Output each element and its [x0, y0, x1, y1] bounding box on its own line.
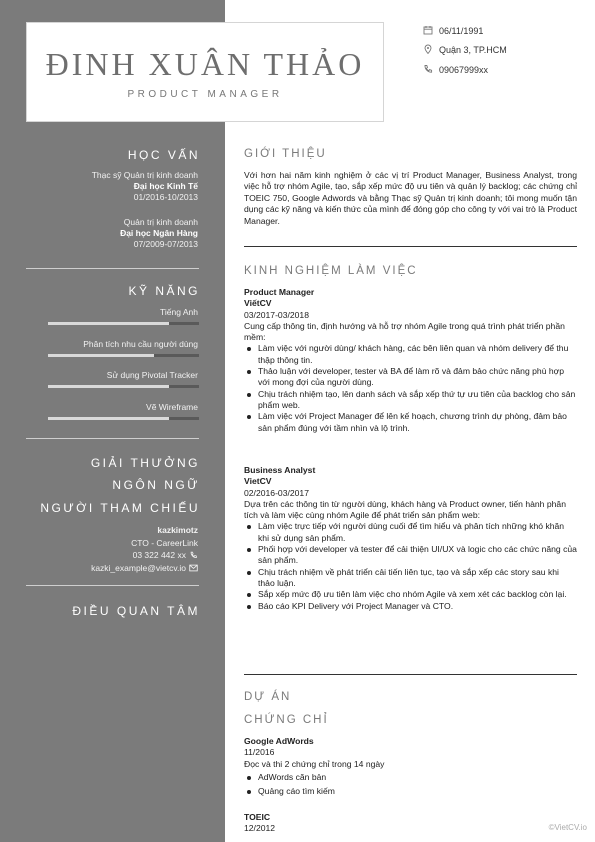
- phone-text: 09067999xx: [439, 65, 489, 75]
- list-item: Thảo luận với developer, tester và BA để làm rõ và đảm bảo chức năng phù hợp với mong đợi của người dùng.: [258, 366, 577, 389]
- reference-position: CTO - CareerLink: [131, 537, 198, 548]
- languages-heading: NGÔN NGỮ: [112, 478, 200, 492]
- certificate-name: Google AdWords: [244, 736, 314, 746]
- list-item: Chịu trách nhiệm tạo, lên danh sách và sắp xếp thứ tự ưu tiên của backlog cho sản phẩm web.: [258, 388, 576, 410]
- intro-heading: GIỚI THIỆU: [244, 148, 327, 160]
- address-text: Quận 3, TP.HCM: [439, 45, 507, 55]
- reference-card: [91, 524, 198, 574]
- skill-bar: [48, 417, 199, 420]
- certificate-entry: [244, 812, 577, 835]
- contact-birthday: [423, 25, 483, 37]
- skill-bar: [48, 385, 199, 388]
- list-item: AdWords căn bản: [258, 772, 577, 783]
- certificate-desc: Đọc và thi 2 chứng chỉ trong 14 ngày: [244, 758, 385, 769]
- skill-bar-fill: [48, 385, 169, 388]
- certificate-entry: [244, 736, 577, 797]
- certificate-name: TOEIC: [244, 812, 271, 822]
- job-title: PRODUCT MANAGER: [127, 89, 283, 100]
- skill-bar-fill: [48, 354, 154, 357]
- education-item: [92, 170, 198, 203]
- job-title: Business Analyst: [244, 465, 316, 475]
- interests-heading: ĐIỀU QUAN TÂM: [72, 604, 200, 618]
- job-entry: [244, 465, 577, 612]
- birthday-text: 06/11/1991: [439, 26, 484, 36]
- education-period: 07/2009-07/2013: [133, 239, 198, 249]
- list-item: Quảng cáo tìm kiếm: [258, 786, 577, 797]
- list-item: Báo cáo KPI Delivery với Project Manager và CTO.: [258, 601, 577, 612]
- section-divider: [244, 246, 577, 247]
- job-summary: Cung cấp thông tin, định hướng và hỗ trợ nhóm Agile trong quá trình phát triển phần mềm:: [244, 320, 565, 343]
- contact-address: [423, 44, 507, 56]
- list-item: Chịu trách nhiệm về phát triển cải tiến liên tục, tạo và sắp xếp các story sau khi thảo luận.: [258, 567, 577, 590]
- education-school: Đại học Kinh Tế: [133, 181, 198, 191]
- projects-heading: DỰ ÁN: [244, 691, 292, 703]
- sidebar-divider: [26, 438, 199, 439]
- education-period: 01/2016-10/2013: [133, 192, 198, 202]
- job-bullets: [244, 343, 577, 433]
- certificates-heading: CHỨNG CHỈ: [244, 714, 329, 726]
- job-period: 03/2017-03/2018: [244, 309, 309, 320]
- reference-phone: 03 322 442 xx: [132, 550, 186, 560]
- contact-phone: [423, 64, 488, 76]
- footer-brand: ©VietCV.io: [548, 823, 587, 832]
- certificate-date: 11/2016: [244, 747, 275, 758]
- education-school: Đại học Ngân Hàng: [120, 228, 198, 238]
- sidebar-divider: [26, 585, 199, 586]
- skill-label: Phân tích nhu cầu người dùng: [83, 339, 198, 349]
- intro-text: Với hơn hai năm kinh nghiệm ở các vị trí Product Manager, Business Analyst, trong việc hỗ trợ nhóm Agile, tạo, sắp xếp mức độ ưu tiên và quản lý backlog; các chứng chỉ TOEIC 750, Google Adwords và bằng Thạc sỹ Quản trị kinh doanh; tôi mong muốn tận dụng các kỹ năng và kiến thức của mình để đóng góp cho công ty với vai trò là Product Manager.: [244, 170, 577, 226]
- education-major: Thạc sỹ Quản trị kinh doanh: [91, 170, 198, 180]
- reference-name: kazkimotz: [157, 525, 198, 535]
- job-entry: [244, 287, 577, 434]
- job-company: ViếtCV: [244, 298, 272, 309]
- experience-heading: KINH NGHIỆM LÀM VIỆC: [244, 265, 418, 277]
- skill-bar: [48, 354, 199, 357]
- education-heading: HỌC VẤN: [127, 148, 200, 162]
- job-company: VietCV: [244, 476, 272, 487]
- list-item: Phối hợp với developer và tester để cải thiện UI/UX và logic cho các chức năng của sản phẩm.: [258, 544, 577, 566]
- sidebar-divider: [26, 268, 199, 269]
- job-bullets: [244, 521, 577, 611]
- skill-label: Vẽ Wireframe: [146, 402, 198, 412]
- calendar-icon: [423, 25, 433, 35]
- list-item: Sắp xếp mức độ ưu tiên làm việc cho nhóm Agile và xem xét các backlog còn lại.: [258, 589, 577, 600]
- references-heading: NGƯỜI THAM CHIẾU: [40, 501, 200, 515]
- section-divider: [244, 674, 577, 675]
- list-item: Làm việc với Project Manager để lên kế hoạch, chương trình dự phòng, đảm bảo sản phẩm đúng với tầm nhìn và lộ trình.: [258, 411, 577, 434]
- skill-bar-fill: [48, 417, 169, 420]
- certificate-bullets: [244, 772, 577, 798]
- list-item: Làm việc trực tiếp với người dùng cuối để tìm hiểu và phân tích những khó khăn khi sử dụng sản phẩm.: [258, 521, 577, 544]
- skills-heading: KỸ NĂNG: [128, 284, 200, 298]
- full-name: ĐINH XUÂN THẢO: [45, 46, 365, 82]
- education-major: Quản trị kinh doanh: [123, 217, 198, 227]
- name-box: [26, 22, 384, 122]
- sidebar: [0, 0, 225, 842]
- location-pin-icon: [423, 44, 433, 54]
- job-summary: Dựa trên các thông tin từ người dùng, khách hàng và Product owner, tiến hành phân tích và làm việc cùng nhóm Agile để phát triển sản phẩm web:: [244, 498, 566, 521]
- certificate-date: 12/2012: [244, 823, 276, 834]
- education-item: [120, 217, 198, 250]
- skill-bar-fill: [48, 322, 169, 325]
- skill-label: Sử dụng Pivotal Tracker: [106, 370, 198, 380]
- mail-icon: [189, 563, 198, 571]
- awards-heading: GIẢI THƯỞNG: [90, 456, 200, 470]
- skill-label: Tiếng Anh: [160, 307, 198, 317]
- phone-icon: [423, 64, 433, 74]
- job-period: 02/2016-03/2017: [244, 487, 309, 498]
- phone-icon: [189, 550, 198, 558]
- list-item: Làm việc với người dùng/ khách hàng, các bên liên quan và nhóm delivery để thu thập thông tin.: [258, 343, 577, 366]
- reference-email[interactable]: kazki_example@vietcv.io: [91, 562, 186, 573]
- job-title: Product Manager: [244, 287, 315, 297]
- skill-bar: [48, 322, 199, 325]
